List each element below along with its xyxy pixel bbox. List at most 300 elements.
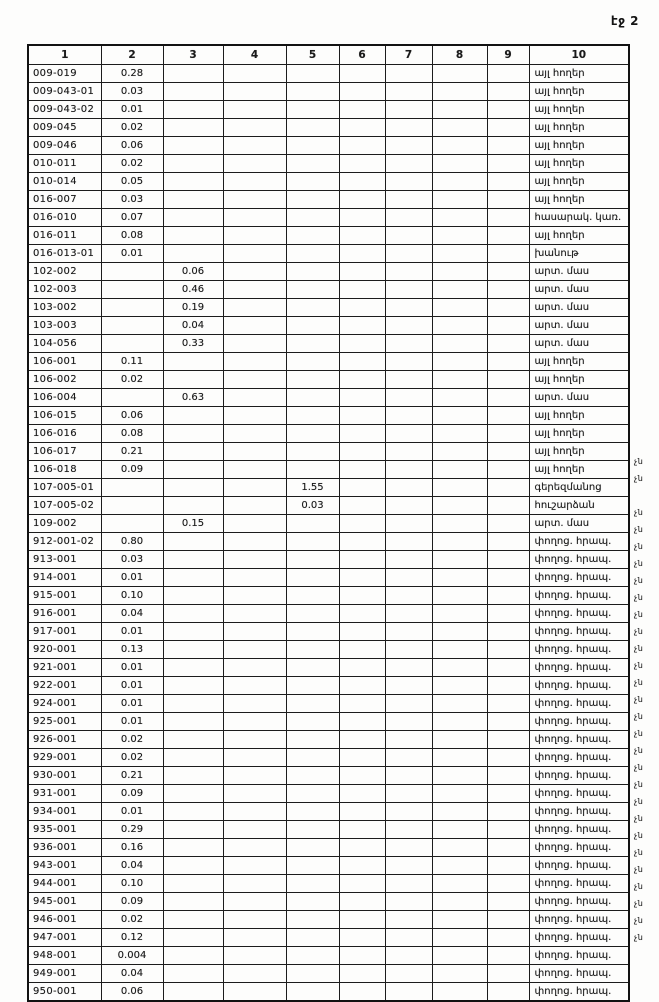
value-cell: [286, 947, 339, 965]
value-cell: [163, 605, 223, 623]
table-body: [28, 65, 629, 1002]
value-cell: [432, 299, 487, 317]
value-cell: [385, 497, 432, 515]
value-cell: [487, 533, 529, 551]
margin-note: չն: [634, 865, 644, 874]
value-cell: [223, 317, 286, 335]
table-row: [28, 911, 629, 929]
value-cell: [385, 839, 432, 857]
value-cell: [487, 137, 529, 155]
parcel-code-cell: 016-013-01: [28, 245, 101, 263]
value-cell: [223, 983, 286, 1002]
value-cell: [223, 281, 286, 299]
value-cell: [286, 677, 339, 695]
value-cell: [432, 353, 487, 371]
value-cell: [101, 281, 163, 299]
value-cell: [223, 65, 286, 83]
land-use-cell: փողոց. հրապ.: [529, 551, 629, 569]
value-cell: [223, 857, 286, 875]
value-cell: [339, 677, 385, 695]
margin-note: չն: [634, 525, 644, 534]
value-cell: [432, 569, 487, 587]
land-use-cell: փողոց. հրապ.: [529, 911, 629, 929]
land-use-cell: այլ հողեր: [529, 227, 629, 245]
cadastre-table: [27, 44, 630, 1002]
value-cell: [163, 821, 223, 839]
value-cell: [223, 353, 286, 371]
value-cell: [339, 605, 385, 623]
value-cell: [432, 677, 487, 695]
table-row: [28, 821, 629, 839]
value-cell: [487, 659, 529, 677]
value-cell: 0.004: [101, 947, 163, 965]
value-cell: [487, 803, 529, 821]
land-use-cell: փողոց. հրապ.: [529, 569, 629, 587]
land-use-cell: խանութ: [529, 245, 629, 263]
value-cell: [163, 101, 223, 119]
land-use-cell: արտ. մաս: [529, 335, 629, 353]
value-cell: [432, 425, 487, 443]
table-row: [28, 443, 629, 461]
value-cell: [286, 65, 339, 83]
value-cell: 0.01: [101, 713, 163, 731]
value-cell: [163, 587, 223, 605]
parcel-code-cell: 107-005-02: [28, 497, 101, 515]
land-use-cell: փողոց. հրապ.: [529, 605, 629, 623]
value-cell: [286, 263, 339, 281]
table-row: [28, 371, 629, 389]
value-cell: 0.06: [101, 407, 163, 425]
value-cell: [432, 227, 487, 245]
value-cell: [223, 371, 286, 389]
value-cell: [385, 137, 432, 155]
parcel-code-cell: 009-019: [28, 65, 101, 83]
value-cell: [432, 137, 487, 155]
value-cell: [339, 191, 385, 209]
table-row: [28, 155, 629, 173]
value-cell: [432, 947, 487, 965]
value-cell: [163, 677, 223, 695]
column-header-2: 2: [101, 45, 163, 65]
value-cell: [432, 713, 487, 731]
table-row: [28, 353, 629, 371]
margin-note: չն: [634, 797, 644, 806]
value-cell: 0.02: [101, 119, 163, 137]
value-cell: [432, 479, 487, 497]
value-cell: [339, 947, 385, 965]
land-use-cell: փողոց. հրապ.: [529, 947, 629, 965]
parcel-code-cell: 103-002: [28, 299, 101, 317]
value-cell: [339, 641, 385, 659]
value-cell: [339, 965, 385, 983]
value-cell: [487, 569, 529, 587]
value-cell: [163, 965, 223, 983]
parcel-code-cell: 016-007: [28, 191, 101, 209]
value-cell: [339, 731, 385, 749]
value-cell: [286, 389, 339, 407]
value-cell: 0.21: [101, 443, 163, 461]
value-cell: 0.29: [101, 821, 163, 839]
value-cell: [286, 929, 339, 947]
value-cell: [223, 965, 286, 983]
value-cell: [487, 551, 529, 569]
value-cell: [385, 605, 432, 623]
value-cell: [286, 659, 339, 677]
value-cell: [432, 389, 487, 407]
table-row: [28, 569, 629, 587]
margin-note: չն: [634, 712, 644, 721]
value-cell: [487, 497, 529, 515]
value-cell: [163, 551, 223, 569]
land-use-cell: արտ. մաս: [529, 515, 629, 533]
value-cell: [432, 695, 487, 713]
value-cell: [432, 83, 487, 101]
value-cell: 0.28: [101, 65, 163, 83]
parcel-code-cell: 106-016: [28, 425, 101, 443]
value-cell: [223, 929, 286, 947]
land-use-cell: արտ. մաս: [529, 317, 629, 335]
value-cell: 0.01: [101, 803, 163, 821]
value-cell: [385, 893, 432, 911]
value-cell: [432, 119, 487, 137]
value-cell: [286, 839, 339, 857]
land-use-cell: փողոց. հրապ.: [529, 767, 629, 785]
table-row: [28, 425, 629, 443]
land-use-cell: այլ հողեր: [529, 371, 629, 389]
value-cell: [339, 479, 385, 497]
parcel-code-cell: 103-003: [28, 317, 101, 335]
value-cell: [385, 803, 432, 821]
value-cell: [286, 695, 339, 713]
value-cell: [223, 947, 286, 965]
land-use-cell: արտ. մաս: [529, 389, 629, 407]
value-cell: [339, 371, 385, 389]
value-cell: [432, 263, 487, 281]
value-cell: [223, 83, 286, 101]
value-cell: [487, 983, 529, 1002]
margin-note: չն: [634, 729, 644, 738]
land-use-cell: փողոց. հրապ.: [529, 965, 629, 983]
value-cell: [385, 587, 432, 605]
value-cell: [223, 605, 286, 623]
table-row: [28, 947, 629, 965]
value-cell: [339, 209, 385, 227]
value-cell: [339, 263, 385, 281]
value-cell: [223, 227, 286, 245]
value-cell: [223, 677, 286, 695]
value-cell: [432, 857, 487, 875]
value-cell: [163, 875, 223, 893]
value-cell: [286, 965, 339, 983]
value-cell: [223, 821, 286, 839]
value-cell: 0.02: [101, 371, 163, 389]
value-cell: [432, 497, 487, 515]
land-use-cell: գերեզմանոց: [529, 479, 629, 497]
value-cell: [223, 659, 286, 677]
value-cell: 0.02: [101, 731, 163, 749]
value-cell: [101, 515, 163, 533]
value-cell: [385, 245, 432, 263]
value-cell: [385, 407, 432, 425]
value-cell: 0.01: [101, 677, 163, 695]
value-cell: [101, 317, 163, 335]
parcel-code-cell: 016-010: [28, 209, 101, 227]
value-cell: [339, 119, 385, 137]
column-header-3: 3: [163, 45, 223, 65]
value-cell: [286, 407, 339, 425]
value-cell: [339, 101, 385, 119]
value-cell: [487, 317, 529, 335]
value-cell: [339, 551, 385, 569]
value-cell: [223, 155, 286, 173]
value-cell: [339, 533, 385, 551]
land-use-cell: այլ հողեր: [529, 83, 629, 101]
margin-note: չն: [634, 678, 644, 687]
value-cell: [432, 839, 487, 857]
value-cell: [385, 551, 432, 569]
value-cell: [223, 245, 286, 263]
value-cell: [163, 803, 223, 821]
land-use-cell: այլ հողեր: [529, 155, 629, 173]
value-cell: [163, 929, 223, 947]
margin-note: չն: [634, 933, 644, 942]
value-cell: [339, 587, 385, 605]
value-cell: 0.15: [163, 515, 223, 533]
value-cell: [385, 65, 432, 83]
value-cell: 0.08: [101, 227, 163, 245]
value-cell: [487, 929, 529, 947]
value-cell: [432, 515, 487, 533]
land-use-cell: այլ հողեր: [529, 461, 629, 479]
value-cell: [286, 191, 339, 209]
value-cell: [432, 767, 487, 785]
value-cell: 0.12: [101, 929, 163, 947]
value-cell: 1.55: [286, 479, 339, 497]
value-cell: [385, 83, 432, 101]
value-cell: [339, 515, 385, 533]
value-cell: 0.02: [101, 749, 163, 767]
margin-note: չն: [634, 576, 644, 585]
table-row: [28, 245, 629, 263]
value-cell: [286, 857, 339, 875]
value-cell: 0.01: [101, 569, 163, 587]
value-cell: [163, 695, 223, 713]
value-cell: [385, 749, 432, 767]
value-cell: [487, 587, 529, 605]
value-cell: [487, 155, 529, 173]
value-cell: [286, 173, 339, 191]
table-row: [28, 299, 629, 317]
land-use-cell: փողոց. հրապ.: [529, 875, 629, 893]
value-cell: [163, 911, 223, 929]
value-cell: [432, 929, 487, 947]
value-cell: [339, 461, 385, 479]
value-cell: [223, 497, 286, 515]
column-header-10: 10: [529, 45, 629, 65]
value-cell: [385, 371, 432, 389]
table-row: [28, 929, 629, 947]
value-cell: [487, 785, 529, 803]
value-cell: [432, 101, 487, 119]
land-use-cell: փողոց. հրապ.: [529, 587, 629, 605]
value-cell: [163, 155, 223, 173]
value-cell: [223, 839, 286, 857]
column-header-5: 5: [286, 45, 339, 65]
value-cell: [223, 137, 286, 155]
land-use-cell: այլ հողեր: [529, 191, 629, 209]
value-cell: [385, 353, 432, 371]
value-cell: [163, 425, 223, 443]
land-use-cell: արտ. մաս: [529, 263, 629, 281]
value-cell: [223, 713, 286, 731]
value-cell: [487, 893, 529, 911]
value-cell: [432, 731, 487, 749]
table-row: [28, 983, 629, 1002]
value-cell: [487, 443, 529, 461]
value-cell: [487, 623, 529, 641]
parcel-code-cell: 944-001: [28, 875, 101, 893]
table-row: [28, 263, 629, 281]
value-cell: [487, 677, 529, 695]
value-cell: [487, 227, 529, 245]
table-row: [28, 875, 629, 893]
value-cell: [339, 659, 385, 677]
value-cell: [385, 965, 432, 983]
value-cell: [385, 677, 432, 695]
parcel-code-cell: 926-001: [28, 731, 101, 749]
value-cell: [339, 767, 385, 785]
parcel-code-cell: 109-002: [28, 515, 101, 533]
value-cell: [286, 623, 339, 641]
value-cell: [101, 335, 163, 353]
table-row: [28, 137, 629, 155]
value-cell: [339, 335, 385, 353]
land-use-cell: հասարակ. կառ.: [529, 209, 629, 227]
value-cell: [487, 605, 529, 623]
value-cell: [385, 479, 432, 497]
value-cell: [223, 785, 286, 803]
parcel-code-cell: 943-001: [28, 857, 101, 875]
value-cell: [487, 173, 529, 191]
value-cell: [286, 299, 339, 317]
value-cell: [163, 245, 223, 263]
land-use-cell: փողոց. հրապ.: [529, 623, 629, 641]
margin-note: չն: [634, 627, 644, 636]
table-row: [28, 515, 629, 533]
value-cell: [339, 83, 385, 101]
parcel-code-cell: 916-001: [28, 605, 101, 623]
value-cell: [487, 119, 529, 137]
value-cell: 0.03: [286, 497, 339, 515]
value-cell: [223, 407, 286, 425]
value-cell: [385, 947, 432, 965]
value-cell: 0.06: [163, 263, 223, 281]
value-cell: [163, 227, 223, 245]
value-cell: [163, 767, 223, 785]
value-cell: 0.03: [101, 551, 163, 569]
value-cell: [286, 209, 339, 227]
land-use-cell: արտ. մաս: [529, 281, 629, 299]
value-cell: [487, 407, 529, 425]
value-cell: [385, 425, 432, 443]
value-cell: 0.09: [101, 461, 163, 479]
land-use-cell: արտ. մաս: [529, 299, 629, 317]
value-cell: [432, 911, 487, 929]
value-cell: [385, 713, 432, 731]
value-cell: [286, 533, 339, 551]
value-cell: [286, 425, 339, 443]
land-use-cell: այլ հողեր: [529, 137, 629, 155]
margin-note: չն: [634, 644, 644, 653]
land-use-cell: այլ հողեր: [529, 425, 629, 443]
value-cell: [163, 893, 223, 911]
value-cell: [223, 461, 286, 479]
parcel-code-cell: 949-001: [28, 965, 101, 983]
table-row: [28, 587, 629, 605]
value-cell: [286, 551, 339, 569]
value-cell: [385, 299, 432, 317]
value-cell: [101, 263, 163, 281]
value-cell: [385, 209, 432, 227]
value-cell: [432, 317, 487, 335]
value-cell: [163, 119, 223, 137]
value-cell: [223, 209, 286, 227]
value-cell: 0.01: [101, 623, 163, 641]
value-cell: 0.33: [163, 335, 223, 353]
value-cell: [487, 713, 529, 731]
margin-note: չն: [634, 882, 644, 891]
value-cell: [223, 479, 286, 497]
land-use-cell: այլ հողեր: [529, 407, 629, 425]
table-row: [28, 767, 629, 785]
land-use-cell: այլ հողեր: [529, 119, 629, 137]
value-cell: [223, 749, 286, 767]
value-cell: [163, 209, 223, 227]
value-cell: [163, 785, 223, 803]
value-cell: [163, 623, 223, 641]
value-cell: [339, 155, 385, 173]
value-cell: 0.10: [101, 587, 163, 605]
value-cell: 0.04: [101, 965, 163, 983]
value-cell: [223, 335, 286, 353]
value-cell: [223, 569, 286, 587]
value-cell: 0.09: [101, 785, 163, 803]
table-row: [28, 65, 629, 83]
table-row: [28, 281, 629, 299]
value-cell: [432, 371, 487, 389]
value-cell: [339, 353, 385, 371]
value-cell: [385, 317, 432, 335]
value-cell: [339, 281, 385, 299]
land-use-cell: փողոց. հրապ.: [529, 641, 629, 659]
value-cell: [163, 353, 223, 371]
value-cell: [163, 983, 223, 1002]
value-cell: [385, 929, 432, 947]
value-cell: [163, 641, 223, 659]
parcel-code-cell: 009-045: [28, 119, 101, 137]
land-use-cell: փողոց. հրապ.: [529, 677, 629, 695]
margin-note: չն: [634, 542, 644, 551]
value-cell: [385, 101, 432, 119]
page-number-label: էջ 2: [610, 14, 639, 28]
parcel-code-cell: 950-001: [28, 983, 101, 1002]
parcel-code-cell: 921-001: [28, 659, 101, 677]
value-cell: [487, 479, 529, 497]
land-use-cell: փողոց. հրապ.: [529, 785, 629, 803]
value-cell: [339, 389, 385, 407]
land-use-cell: փողոց. հրապ.: [529, 695, 629, 713]
value-cell: [163, 857, 223, 875]
